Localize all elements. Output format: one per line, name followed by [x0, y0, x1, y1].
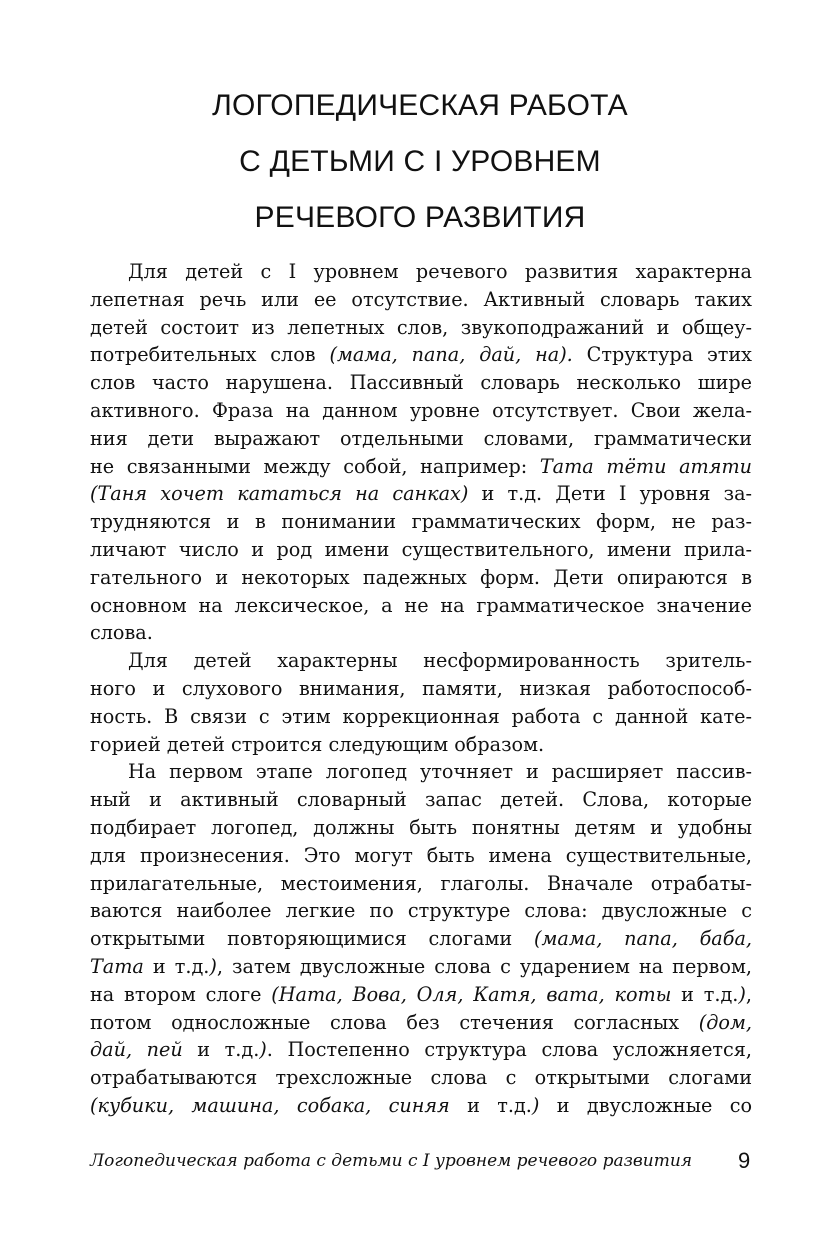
- text-line: [90, 1092, 752, 1120]
- text-span: ваются наиболее легкие по структуре слова: двусложные с: [90, 899, 752, 923]
- text-line: [90, 842, 752, 870]
- text-line: [90, 536, 752, 564]
- text-span: и двусложные со: [539, 1093, 752, 1117]
- text-span: активного. Фраза на данном уровне отсутствует. Свои жела-: [90, 398, 752, 422]
- text-span: ность. В связи с этим коррекционная работа с данной кате-: [90, 704, 752, 728]
- text-line: [90, 314, 752, 342]
- text-line: [90, 675, 752, 703]
- body-text: [90, 258, 752, 1120]
- italic-text: Тата тёти атяти: [539, 454, 753, 478]
- text-line: [90, 925, 752, 953]
- text-span: гательного и некоторых падежных форм. Дети опираются в: [90, 565, 752, 589]
- text-line: [90, 1064, 752, 1092]
- text-span: и т.д. Дети I уровня за-: [468, 482, 752, 506]
- text-span: , затем двусложные слова с ударением на первом,: [216, 954, 752, 978]
- chapter-title: [90, 78, 750, 246]
- running-footer-title: Логопедическая работа с детьми с I уровнем речевого развития: [90, 1151, 693, 1171]
- text-span: Структура этих: [572, 343, 753, 367]
- text-span: слов часто нарушена. Пассивный словарь несколько шире: [90, 371, 752, 395]
- text-span: трудняются и в понимании грамматических форм, не раз-: [90, 510, 752, 534]
- text-line: [90, 981, 752, 1009]
- text-line: [90, 870, 752, 898]
- text-line: [90, 286, 752, 314]
- text-span: лепетная речь или ее отсутствие. Активный словарь таких: [90, 287, 752, 311]
- italic-text: дай, пей: [90, 1038, 183, 1062]
- text-line: [90, 647, 752, 675]
- text-line: [90, 758, 752, 786]
- italic-text: (дом,: [698, 1010, 752, 1034]
- text-line: [90, 897, 752, 925]
- text-span: ,: [745, 982, 752, 1006]
- italic-text: ): [738, 982, 746, 1006]
- italic-text: ): [259, 1038, 267, 1062]
- text-span: основном на лексическое, а не на грамматическое значение: [90, 593, 752, 617]
- text-line: [90, 731, 752, 759]
- text-span: детей состоит из лепетных слов, звукоподражаний и общеу-: [90, 315, 752, 339]
- text-span: подбирает логопед, должны быть понятны детям и удобны: [90, 815, 752, 839]
- text-line: [90, 564, 752, 592]
- text-line: [90, 508, 752, 536]
- text-span: слова.: [90, 621, 153, 645]
- chapter-title-line-1: ЛОГОПЕДИЧЕСКАЯ РАБОТА: [212, 89, 628, 122]
- text-span: На первом этапе логопед уточняет и расширяет пассив-: [128, 760, 752, 784]
- text-span: и т.д.: [182, 1038, 260, 1062]
- text-line: [90, 592, 752, 620]
- text-span: не связанными между собой, например:: [90, 454, 540, 478]
- text-span: . Постепенно структура слова усложняется,: [266, 1038, 752, 1062]
- text-span: прилагательные, местоимения, глаголы. Вначале отрабаты-: [90, 871, 752, 895]
- text-span: Для детей с I уровнем речевого развития характерна: [128, 260, 752, 283]
- text-span: личают число и род имени существительного, имени прила-: [90, 537, 752, 561]
- text-line: [90, 397, 752, 425]
- text-span: ный и активный словарный запас детей. Слова, которые: [90, 788, 752, 812]
- italic-text: ): [531, 1093, 540, 1117]
- text-line: [90, 453, 752, 481]
- italic-text: (кубики, машина, собака, синяя: [90, 1093, 450, 1117]
- text-line: [90, 814, 752, 842]
- text-span: ного и слухового внимания, памяти, низкая работоспособ-: [90, 676, 752, 700]
- text-line: [90, 341, 752, 369]
- text-line: [90, 953, 752, 981]
- text-line: [90, 369, 752, 397]
- text-line: [90, 1036, 752, 1064]
- text-span: горией детей строится следующим образом.: [90, 732, 545, 756]
- text-line: [90, 480, 752, 508]
- text-span: потребительных слов: [90, 343, 330, 367]
- text-line: [90, 703, 752, 731]
- text-line: [90, 258, 752, 286]
- text-span: и т.д.: [671, 982, 739, 1006]
- text-span: отрабатываются трехсложные слова с открытыми слогами: [90, 1066, 752, 1090]
- chapter-title-line-3: РЕЧЕВОГО РАЗВИТИЯ: [254, 201, 586, 234]
- text-span: Для детей характерны несформированность зритель-: [128, 649, 752, 673]
- text-line: [90, 1009, 752, 1037]
- text-span: ния дети выражают отдельными словами, грамматически: [90, 426, 752, 450]
- text-span: на втором слоге: [90, 982, 272, 1006]
- chapter-title-line-2: С ДЕТЬМИ С I УРОВНЕМ: [239, 145, 601, 178]
- text-line: [90, 425, 752, 453]
- text-span: открытыми повторяющимися слогами: [90, 927, 535, 951]
- italic-text: (мама, папа, дай, на).: [329, 343, 573, 367]
- text-span: для произнесения. Это могут быть имена существительные,: [90, 843, 752, 867]
- italic-text: (мама, папа, баба,: [534, 927, 752, 951]
- text-span: потом односложные слова без стечения согласных: [90, 1010, 699, 1034]
- italic-text: (Ната, Вова, Оля, Катя, вата, коты: [271, 982, 672, 1006]
- italic-text: ): [209, 954, 217, 978]
- italic-text: (Таня хочет кататься на санках): [90, 482, 469, 506]
- page-number: 9: [738, 1148, 751, 1173]
- text-line: [90, 786, 752, 814]
- text-span: и т.д.: [449, 1093, 532, 1117]
- italic-text: Тата: [90, 954, 144, 978]
- text-span: и т.д.: [143, 954, 210, 978]
- text-line: [90, 619, 752, 647]
